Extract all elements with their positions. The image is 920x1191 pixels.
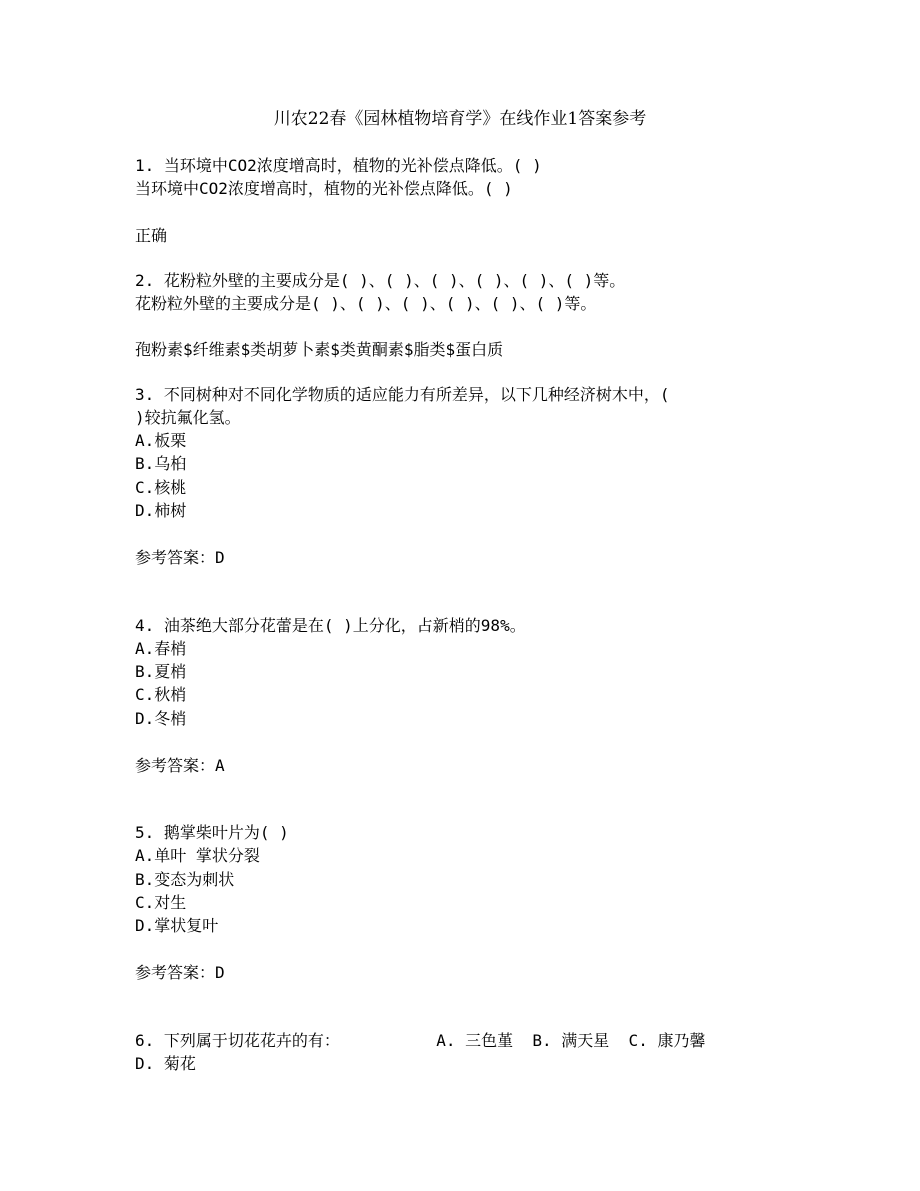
question-4-option-c: C.秋梢 [135,685,187,704]
question-2-body: 花粉粒外壁的主要成分是( )、( )、( )、( )、( )、( )等。 [135,294,597,313]
question-4-option-a: A.春梢 [135,639,187,658]
question-5-option-c: C.对生 [135,893,187,912]
question-4-option-b: B.夏梢 [135,662,187,681]
question-3-text: 3. 不同树种对不同化学物质的适应能力有所差异，以下几种经济树木中，( [135,385,670,404]
question-4-option-d: D.冬梢 [135,709,187,728]
question-3-text-cont: )较抗氟化氢。 [135,408,241,427]
question-4-text: 4. 油茶绝大部分花蕾是在( )上分化，占新梢的98%。 [135,616,526,635]
question-3-option-c: C.核桃 [135,478,187,497]
question-5-option-a: A.单叶 掌状分裂 [135,846,260,865]
document-title: 川农22春《园林植物培育学》在线作业1答案参考 [273,109,647,129]
question-5-answer: 参考答案：D [135,963,225,982]
question-3-option-b: B.乌桕 [135,454,187,473]
question-4-answer: 参考答案：A [135,756,225,775]
question-1-body: 当环境中CO2浓度增高时，植物的光补偿点降低。( ) [135,179,513,198]
question-6-text: 6. 下列属于切花花卉的有： A. 三色堇 B. 满天星 C. 康乃馨 [135,1031,706,1050]
question-3-option-a: A.板栗 [135,431,187,450]
question-5-option-b: B.变态为刺状 [135,870,235,889]
question-3-answer: 参考答案：D [135,548,225,567]
question-3-option-d: D.柿树 [135,501,187,520]
question-5-option-d: D.掌状复叶 [135,916,219,935]
question-1-answer: 正确 [135,226,168,245]
question-6-text-cont: D. 菊花 [135,1054,196,1073]
question-2-text: 2. 花粉粒外壁的主要成分是( )、( )、( )、( )、( )、( )等。 [135,271,626,290]
question-1-text: 1. 当环境中CO2浓度增高时，植物的光补偿点降低。( ) [135,156,542,175]
question-5-text: 5. 鹅掌柴叶片为( ) [135,823,289,842]
question-2-answer: 孢粉素$纤维素$类胡萝卜素$类黄酮素$脂类$蛋白质 [135,340,504,359]
